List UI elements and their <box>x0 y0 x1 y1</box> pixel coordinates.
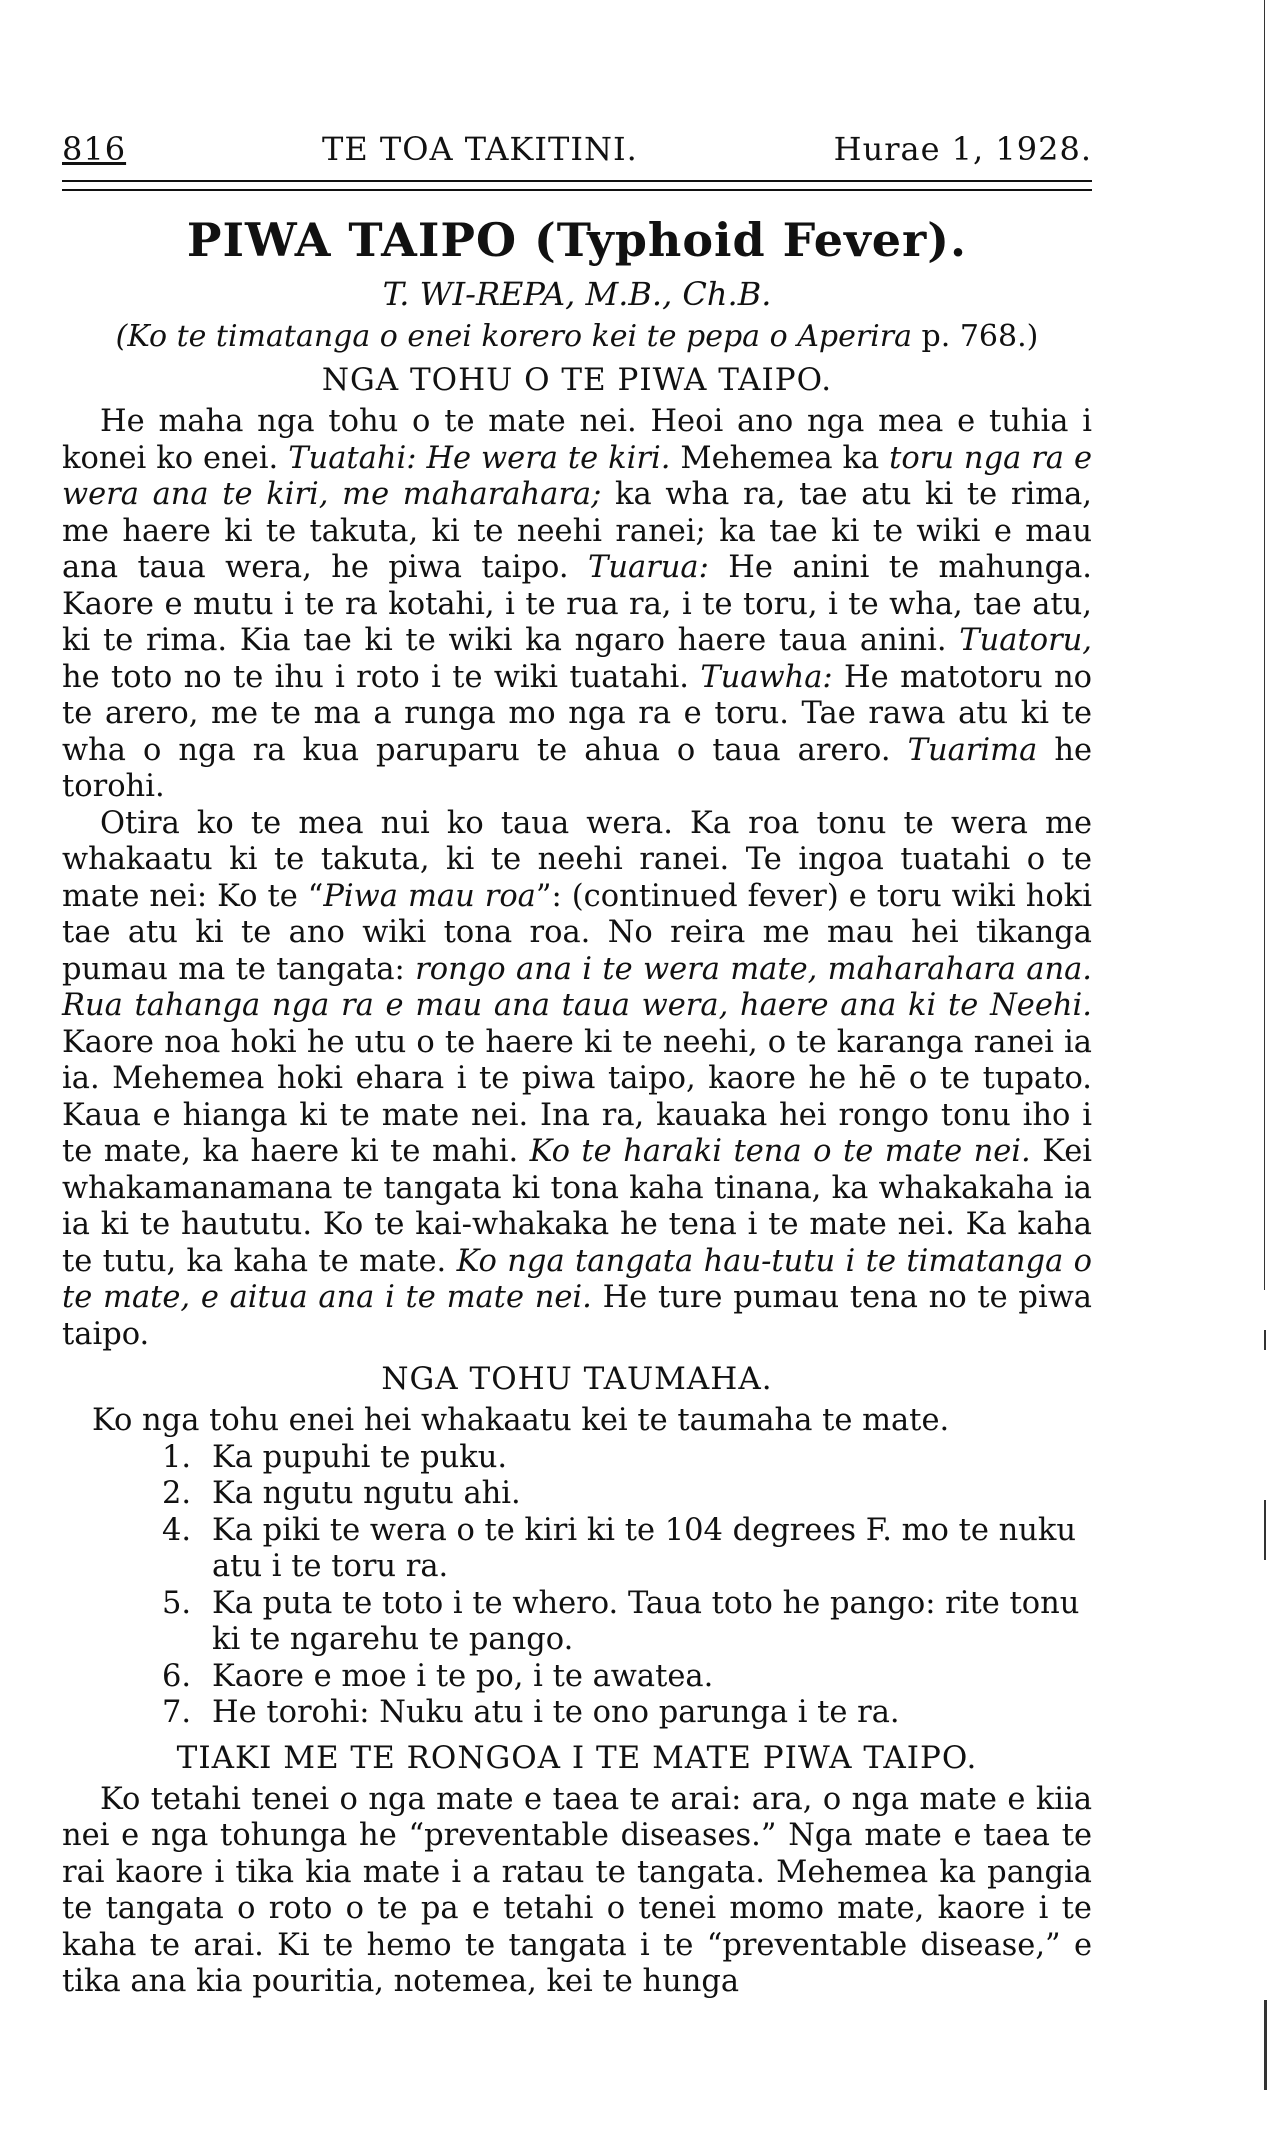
italic-run: Tuawha: <box>700 659 833 695</box>
text-run: he torohi. <box>62 732 1093 804</box>
paragraph-prevention: Ko tetahi tenei o nga mate e taea te arai: ara, o nga mate e kiia nei e nga tohunga he “preventable diseases.” Nga mate e taea te rai kaore i tika kia mate i a ratau te tangata. Mehemea ka pangia te tangata o roto o te pa e tetahi o tenei momo mate, kaore i te kaha te arai. Ki te hemo te tangata i te “preventable disease,” e tika ana kia pouritia, notemea, kei te hunga <box>62 1781 1092 1999</box>
section-heading-prevention: TIAKI ME TE RONGOA I TE MATE PIWA TAIPO. <box>176 1739 978 1776</box>
list-number: 1. <box>162 1439 192 1475</box>
paragraph-symptoms <box>62 404 1092 806</box>
scan-edge-mark <box>1264 0 1265 1290</box>
header-rule <box>62 180 1092 191</box>
list-text: He torohi: Nuku atu i te ono parunga i te ra. <box>212 1695 900 1730</box>
text-run: he toto no te ihu i roto i te wiki tuatahi. <box>62 659 701 695</box>
list-text: Ka ngutu ngutu ahi. <box>212 1476 521 1511</box>
list-text: Kaore e moe i te po, i te awatea. <box>212 1658 714 1694</box>
running-header <box>62 130 1092 168</box>
paragraph-fever <box>62 806 1092 1354</box>
list-number: 4. <box>162 1512 192 1548</box>
list-number: 7. <box>162 1695 192 1730</box>
list-text: Ka puta te toto i te whero. Taua toto he pango: rite tonu ki te ngarehu te pango. <box>212 1585 1080 1657</box>
continuation-text: (Ko te timatanga o enei korero kei te pepa o Aperira <box>115 319 912 354</box>
scan-edge-mark <box>1264 2000 1267 2090</box>
text-run: He maha nga tohu o te mate nei. Heoi ano nga mea e tuhia i konei ko enei. <box>62 404 1092 476</box>
italic-run: Ko nga tangata hau-tutu i te timatanga o te mate, e aitua ana i te mate nei. <box>62 1243 1092 1315</box>
text-run: He anini te mahunga. Kaore e mutu i te ra kotahi, i te rua ra, i te toru, i te wha, tae atu, ki te rima. Kia tae ki te wiki ka ngaro haere taua anini. <box>62 550 1092 658</box>
list-item <box>162 1586 1092 1659</box>
page-number: 816 <box>62 130 127 168</box>
list-number: 2. <box>162 1476 192 1511</box>
italic-run: Piwa mau roa <box>323 878 536 914</box>
list-text: Ka piki te wera o te kiri ki te 104 degrees F. mo te nuku atu i te toru ra. <box>212 1512 1076 1584</box>
list-item <box>162 1659 1092 1696</box>
text-run: Kei whakamanamana te tangata ki tona kaha tinana, ka whakakaha ia ia ki te haututu. Ko te kai-whakaka he tena i te mate nei. Ka kaha te tutu, ka kaha te mate. <box>62 1134 1092 1279</box>
article-title: PIWA TAIPO (Typhoid Fever). <box>186 213 968 267</box>
list-item <box>162 1513 1092 1586</box>
list-number: 5. <box>162 1585 192 1621</box>
text-run: Otira ko te mea nui ko taua wera. Ka roa tonu te wera me whakaatu ki te takuta, ki te neehi ranei. Te ingoa tuatahi o te mate nei: Ko te “ <box>62 805 1092 914</box>
italic-run: Ko te haraki tena o te mate nei. <box>529 1134 1031 1169</box>
text-run: He matotoru no te arero, me te ma a runga mo nga ra e toru. Tae rawa atu ki te wha o nga ra kua paruparu te ahua o taua arero. <box>62 659 1092 768</box>
italic-run: toru nga ra e wera ana te kiri, me maharahara; <box>62 440 1092 512</box>
issue-date: Hurae 1, 1928. <box>833 130 1092 168</box>
list-item <box>162 1476 1092 1513</box>
text-run: ka wha ra, tae atu ki te rima, me haere ki te takuta, ki te neehi ranei; ka tae ki te wiki e mau ana taua wera, he piwa taipo. <box>62 477 1093 585</box>
text-run: ”: (continued fever) e toru wiki hoki tae atu ki te ano wiki tona roa. No reira me mau hei tikanga pumau ma te tangata: <box>62 878 1092 987</box>
section-heading-symptoms: NGA TOHU O TE PIWA TAIPO. <box>321 362 833 398</box>
publication-title: TE TOA TAKITINI. <box>321 130 638 168</box>
continuation-page: p. 768.) <box>921 319 1039 354</box>
continuation-note <box>62 319 1092 354</box>
document-page <box>62 130 1092 2001</box>
section-heading-severe-signs: NGA TOHU TAUMAHA. <box>381 1361 773 1397</box>
italic-run: Tuarima <box>907 732 1038 768</box>
italic-run: Tuatahi: He wera te kiri. <box>288 440 671 476</box>
scan-edge-mark <box>1264 1500 1266 1560</box>
list-item <box>162 1440 1092 1477</box>
italic-run: rongo ana i te wera mate, maharahara ana. Rua tahanga nga ra e mau ana taua wera, haere ana ki te Neehi. <box>62 951 1092 1023</box>
scan-edge-mark <box>1264 1330 1266 1350</box>
text-run: He ture pumau tena no te piwa taipo. <box>62 1280 1092 1352</box>
severe-signs-list <box>62 1440 1092 1732</box>
list-item <box>162 1695 1092 1732</box>
author-byline: T. WI-REPA, M.B., Ch.B. <box>382 275 772 313</box>
text-run: Kaore noa hoki he utu o te haere ki te neehi, o te karanga ranei ia ia. Mehemea hoki ehara i te piwa taipo, kaore he hē o te tupato. Kaua e hianga ki te mate nei. Ina ra, kauaka hei rongo tonu iho i te mate, ka haere ki te mahi. <box>62 1024 1092 1169</box>
list-text: Ka pupuhi te puku. <box>212 1439 508 1475</box>
italic-run: Tuarua: <box>588 550 709 585</box>
italic-run: Tuatoru, <box>959 623 1092 658</box>
list-number: 6. <box>162 1658 192 1694</box>
text-run: Mehemea ka <box>670 440 890 476</box>
severe-signs-intro: Ko nga tohu enei hei whakaatu kei te taumaha te mate. <box>92 1403 950 1438</box>
